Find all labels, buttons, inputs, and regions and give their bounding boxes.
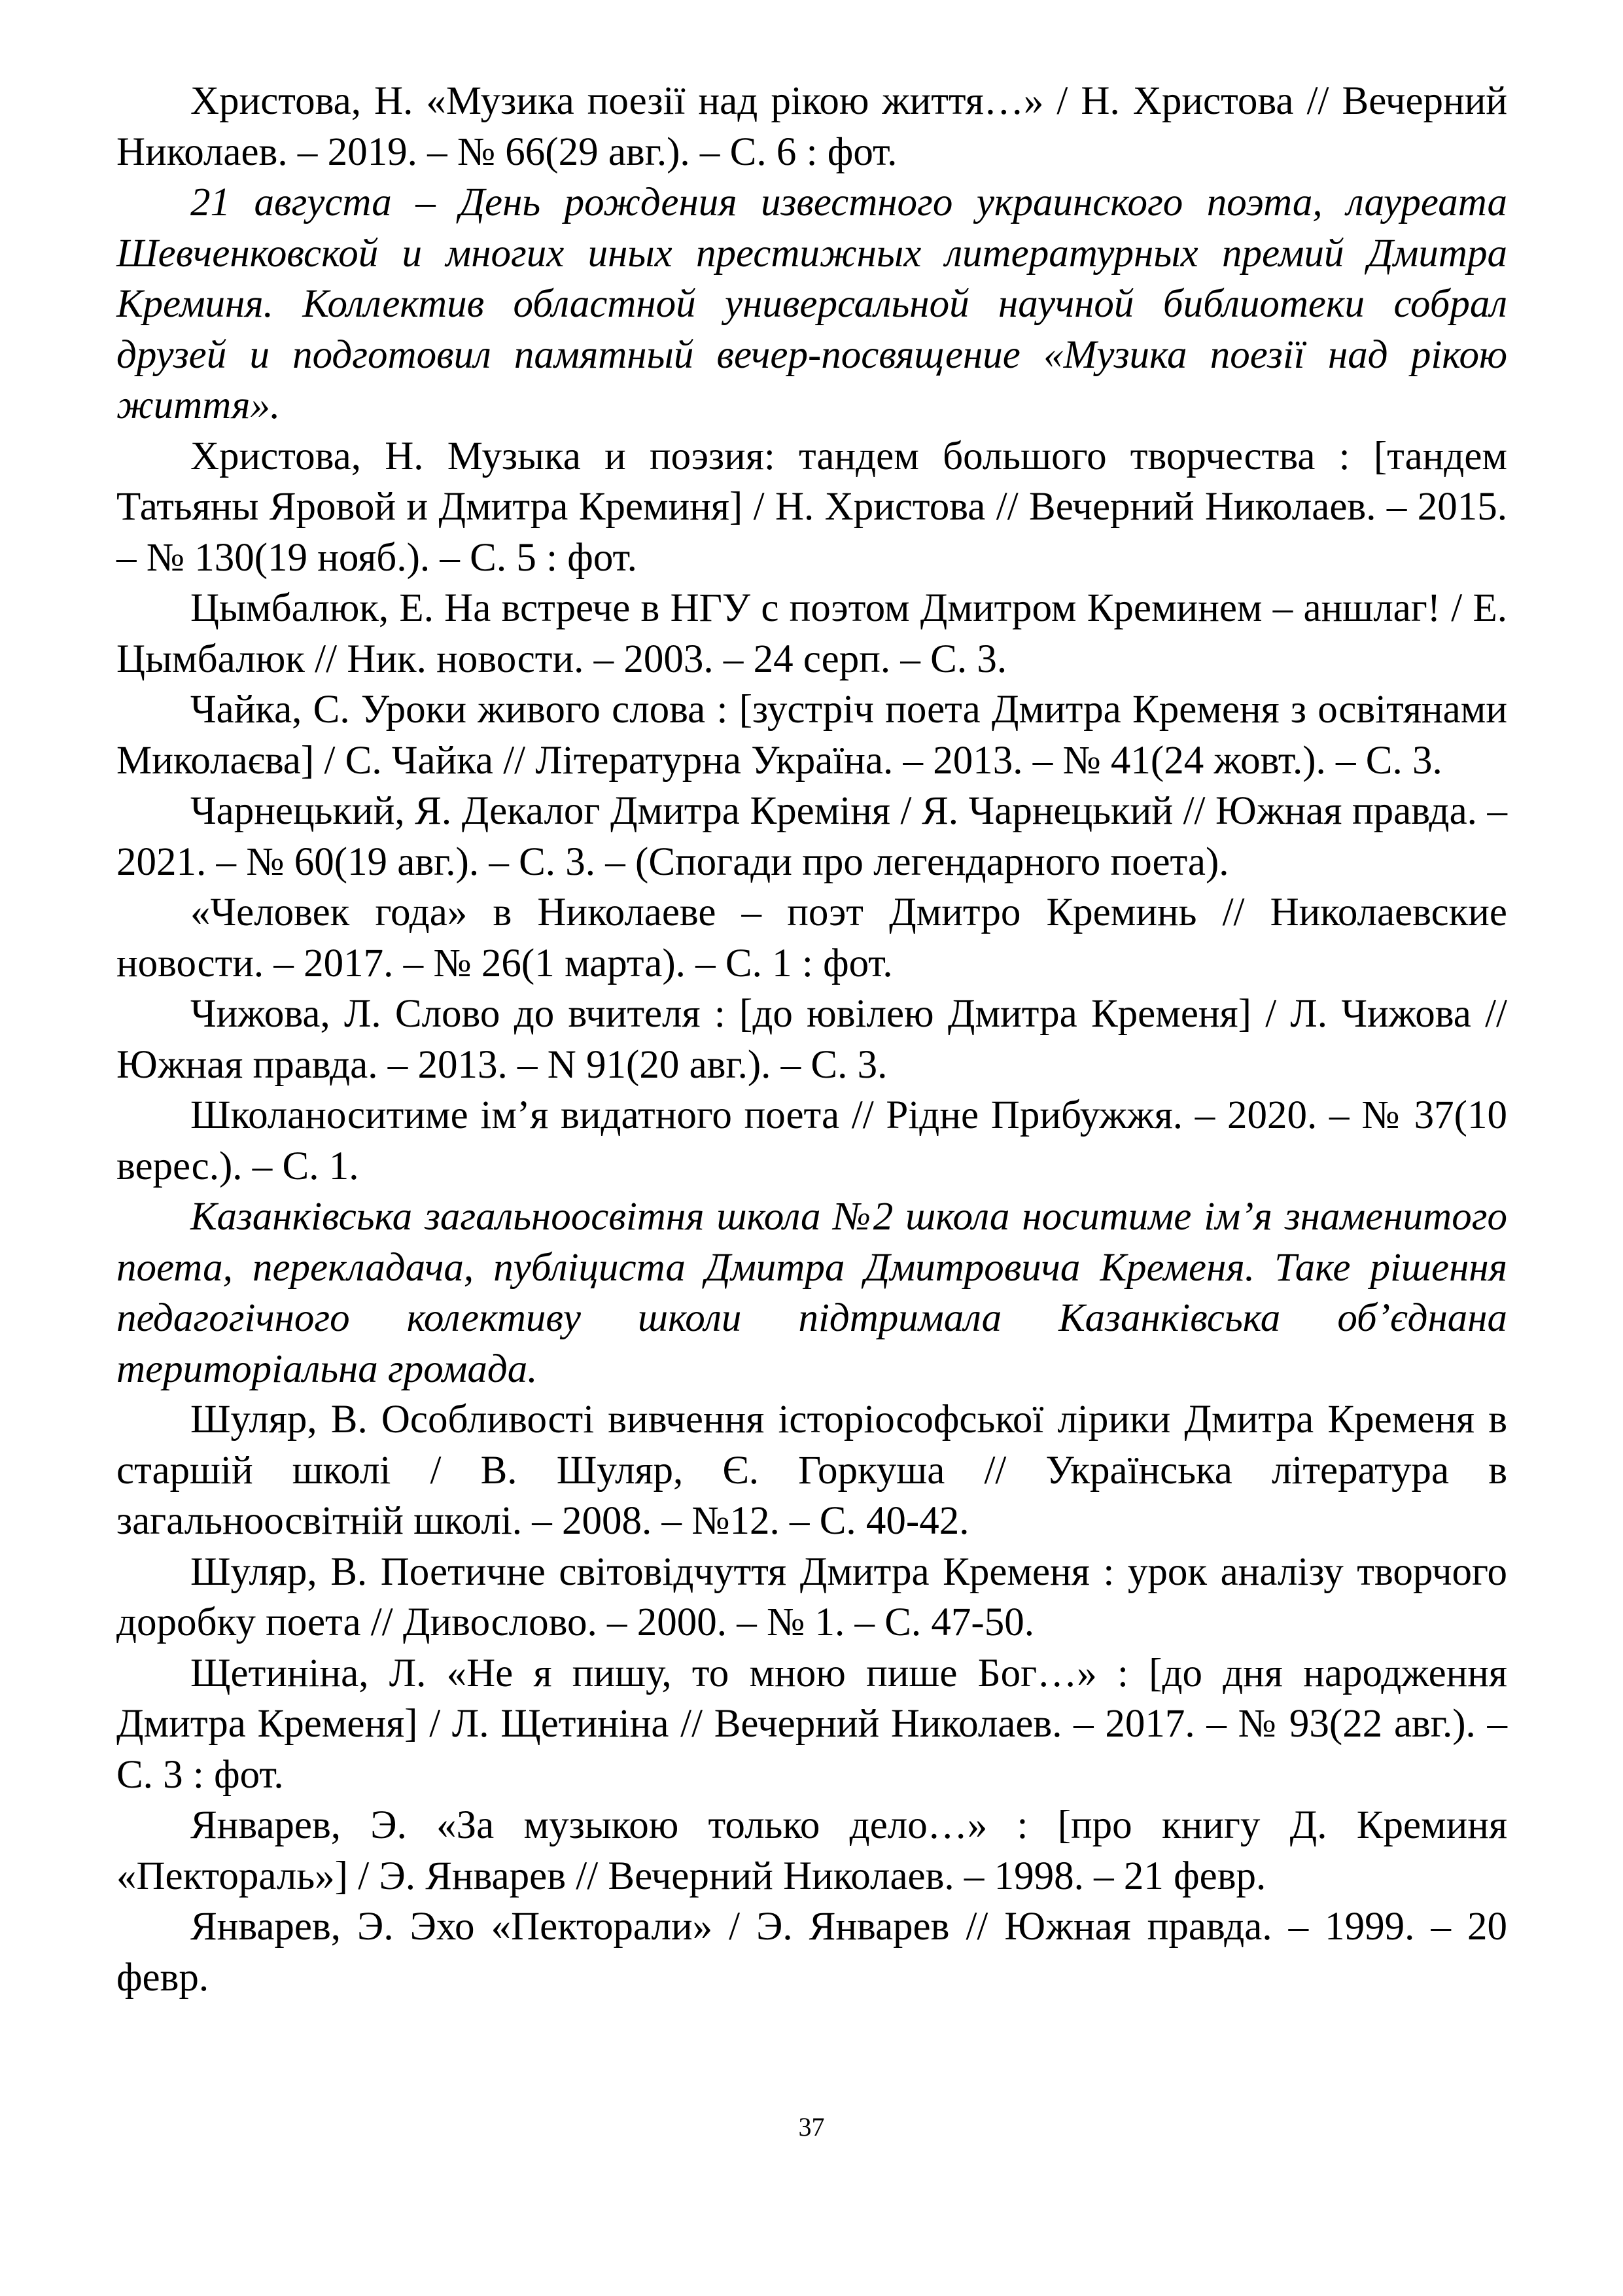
bibliography-entry: Январев, Э. Эхо «Пекторали» / Э. Январев // Южная правда. – 1999. – 20 февр. xyxy=(116,1905,1507,2000)
bibliography-list xyxy=(116,76,1507,2003)
bibliography-entry: Цымбалюк, Е. На встрече в НГУ с поэтом Дмитром Креминем – аншлаг! / Е. Цымбалюк // Ник. новости. – 2003. – 24 серп. – С. 3. xyxy=(116,586,1507,681)
bibliography-entry: Щетиніна, Л. «Не я пишу, то мною пише Бог…» : [до дня народження Дмитра Кременя] / Л. Щетиніна // Вечерний Николаев. – 2017. – № 93(22 авг.). – С. 3 : фот. xyxy=(116,1651,1507,1797)
bibliography-entry: Школаноситиме ім’я видатного поета // Рідне Прибужжя. – 2020. – № 37(10 верес.). – С. 1. xyxy=(116,1093,1507,1188)
bibliography-entry: Шуляр, В. Особливості вивчення історіософської лірики Дмитра Кременя в старшій школі / В. Шуляр, Є. Горкуша // Українська література в загальноосвітній школі. – 2008. – №12. – С. 40-42. xyxy=(116,1398,1507,1543)
bibliography-entry: Чижова, Л. Слово до вчителя : [до ювілею Дмитра Кременя] / Л. Чижова // Южная правда. – 2013. – N 91(20 авг.). – С. 3. xyxy=(116,992,1507,1087)
bibliography-entry: Шуляр, В. Поетичне світовідчуття Дмитра Кременя : урок аналізу творчого доробку поета // Дивослово. – 2000. – № 1. – С. 47-50. xyxy=(116,1549,1507,1644)
bibliography-entry: Христова, Н. «Музика поезії над рікою життя…» / Н. Христова // Вечерний Николаев. – 2019. – № 66(29 авг.). – С. 6 : фот. xyxy=(116,79,1507,174)
entry-annotation: 21 августа – День рождения известного украинского поэта, лауреата Шевченковской и многих иных престижных литературных премий Дмитра Креминя. Коллектив областной универсальной научной библиотеки собрал друзей и подготовил памятный вечер-посвящение «Музика поезії над рікою життя». xyxy=(116,181,1507,427)
page-number: 37 xyxy=(798,2112,825,2142)
bibliography-entry: «Человек года» в Николаеве – поэт Дмитро Креминь // Николаевские новости. – 2017. – № 26(1 марта). – С. 1 : фот. xyxy=(116,891,1507,985)
bibliography-entry: Чарнецький, Я. Декалог Дмитра Креміня / Я. Чарнецький // Южная правда. – 2021. – № 60(19 авг.). – С. 3. – (Спогади про легендарного поета). xyxy=(116,789,1507,884)
bibliography-entry: Январев, Э. «За музыкою только дело…» : [про книгу Д. Креминя «Пектораль»] / Э. Январев // Вечерний Николаев. – 1998. – 21 февр. xyxy=(116,1803,1507,1898)
bibliography-entry: Христова, Н. Музыка и поэзия: тандем большого творчества : [тандем Татьяны Яровой и Дмитра Креминя] / Н. Христова // Вечерний Николаев. – 2015. – № 130(19 нояб.). – С. 5 : фот. xyxy=(116,434,1507,580)
bibliography-entry: Чайка, С. Уроки живого слова : [зустріч поета Дмитра Кременя з освітянами Миколаєва] / С. Чайка // Літературна Україна. – 2013. – № 41(24 жовт.). – С. 3. xyxy=(116,688,1507,783)
entry-annotation: Казанківська загальноосвітня школа №2 школа носитиме ім’я знаменитого поета, перекладача, публіциста Дмитра Дмитровича Кременя. Таке рішення педагогічного колективу школи підтримала Казанківська об’єднана територіальна громада. xyxy=(116,1195,1507,1391)
